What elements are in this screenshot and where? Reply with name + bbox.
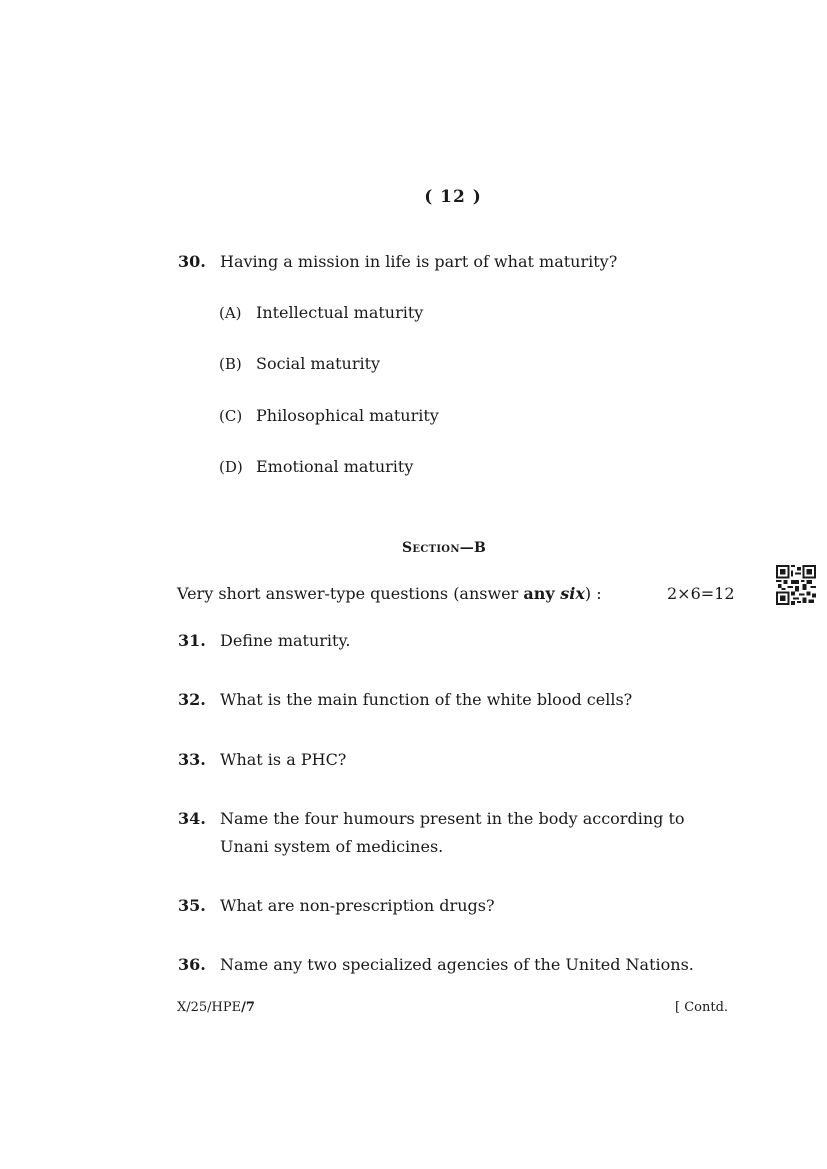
question-33-text: What is a PHC?: [220, 750, 347, 769]
question-34-text-line2: Unani system of medicines.: [220, 837, 444, 856]
instruction-bold: any: [523, 584, 561, 603]
question-34-number: 34.: [178, 809, 206, 828]
section-b-title: Section—B: [402, 540, 487, 556]
paper-code-prefix: X/25/HPE: [177, 1000, 242, 1015]
option-b-text: Social maturity: [256, 354, 381, 373]
question-34-text-line1: Name the four humours present in the body according to: [220, 809, 685, 828]
option-d-letter: (D): [219, 458, 243, 476]
option-c-letter: (C): [219, 407, 243, 425]
instruction-italic: six: [560, 584, 585, 603]
qr-code-icon: [776, 565, 816, 605]
paper-code: [177, 1000, 255, 1015]
option-a-text: Intellectual maturity: [256, 303, 424, 322]
contd-label: [ Contd.: [675, 1000, 729, 1015]
instruction-suffix: ) :: [584, 584, 602, 603]
question-35-number: 35.: [178, 896, 206, 915]
question-35-text: What are non-prescription drugs?: [220, 896, 495, 915]
question-32-number: 32.: [178, 690, 206, 709]
question-30-text: Having a mission in life is part of what maturity?: [220, 252, 618, 271]
question-33-number: 33.: [178, 750, 206, 769]
question-31-text: Define maturity.: [220, 631, 351, 650]
option-a-letter: (A): [219, 304, 242, 322]
question-30-number: 30.: [178, 252, 206, 271]
question-32-text: What is the main function of the white blood cells?: [220, 690, 633, 709]
option-d-text: Emotional maturity: [256, 457, 414, 476]
question-31-number: 31.: [178, 631, 206, 650]
option-c-text: Philosophical maturity: [256, 406, 439, 425]
instruction-prefix: Very short answer-type questions (answer: [177, 584, 524, 603]
question-36-number: 36.: [178, 955, 206, 974]
option-b-letter: (B): [219, 355, 242, 373]
page-number: ( 12 ): [424, 187, 482, 207]
section-b-instruction: [177, 584, 602, 603]
section-b-marks: 2×6=12: [667, 584, 735, 603]
paper-code-suffix: /7: [241, 1000, 255, 1015]
question-36-text: Name any two specialized agencies of the United Nations.: [220, 955, 694, 974]
